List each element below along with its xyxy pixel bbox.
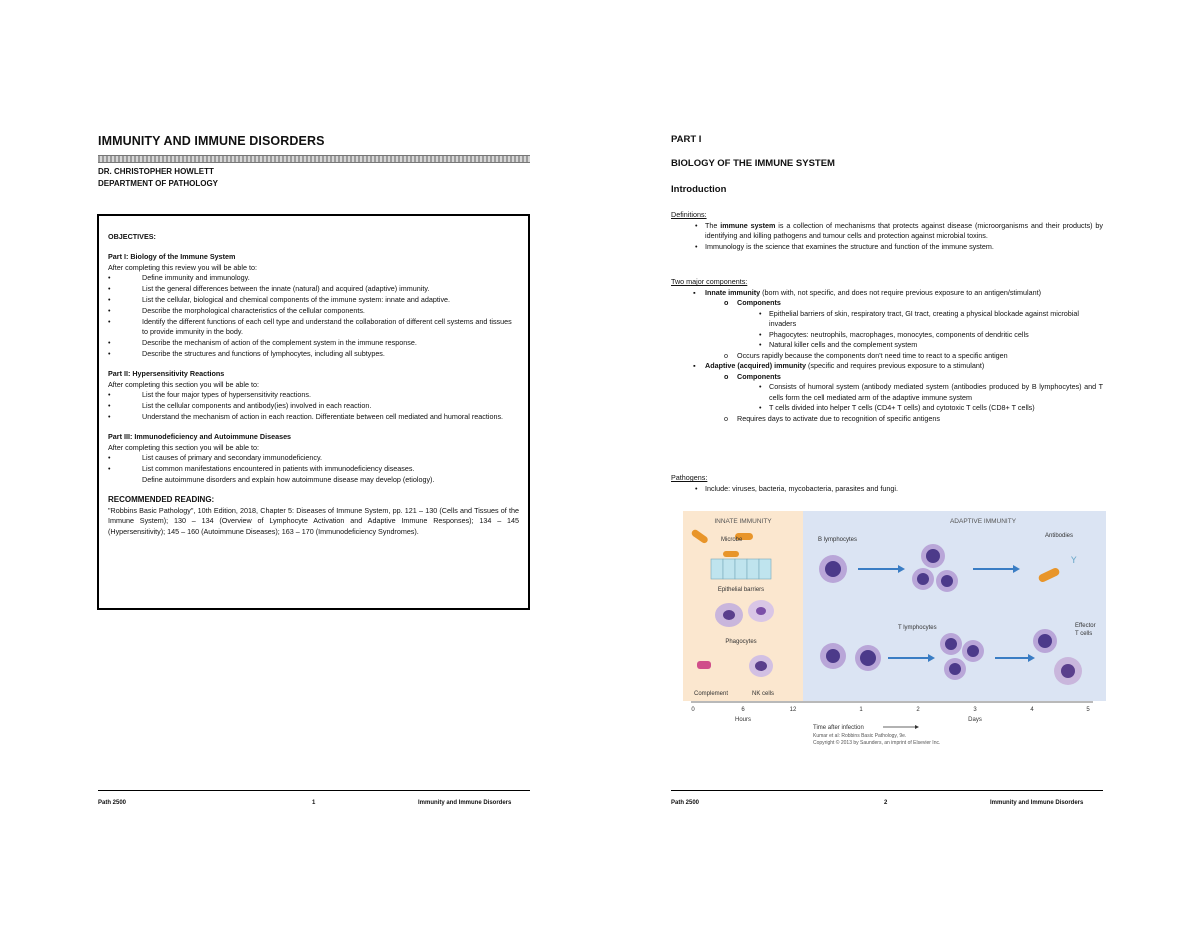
complement-label: Complement <box>693 691 729 697</box>
adaptive-title: ADAPTIVE IMMUNITY <box>949 518 1017 525</box>
nucleus-icon <box>926 549 940 563</box>
list-item: Define autoimmune disorders and explain how autoimmune disease may develop (etiology). <box>142 474 435 484</box>
document-title: IMMUNITY AND IMMUNE DISORDERS <box>98 134 325 148</box>
part-heading: PART I <box>671 134 702 145</box>
footer-rule <box>671 790 1103 791</box>
list-item: • Consists of humoral system (antibody mediated system (antibodies produced by B lymphocytes) and T cells form the cell mediated arm of the adaptive immune system <box>671 382 1103 403</box>
tick-label: 1 <box>859 707 863 713</box>
list-item: • List the four major types of hypersensitivity reactions. <box>108 390 519 401</box>
list-item: o Components <box>671 298 1103 309</box>
list-item: o Occurs rapidly because the components don't need time to react to a specific antigen <box>671 351 1103 362</box>
list-item <box>671 361 1103 372</box>
tick-label: 2 <box>916 707 920 713</box>
text-run-bold: immune system <box>720 220 776 230</box>
days-label: Days <box>968 717 982 723</box>
credit-line: Kumar et al: Robbins Basic Pathology, 9e. <box>813 733 907 739</box>
reading-heading: RECOMMENDED READING: <box>108 494 215 504</box>
footer-course: Path 2500 <box>98 800 127 806</box>
list-item: • Natural killer cells and the complement system <box>671 340 1103 351</box>
objectives-box <box>97 214 530 610</box>
phagocytes-label: Phagocytes <box>725 639 757 645</box>
list-item: • Include: viruses, bacteria, mycobacteria, parasites and fungi. <box>671 484 1103 495</box>
time-after-label: Time after infection <box>813 725 864 731</box>
innate-title: INNATE IMMUNITY <box>714 518 772 525</box>
objectives-heading: OBJECTIVES: <box>108 232 156 241</box>
list-item: • List the general differences between the innate (natural) and acquired (adaptive) immunity. <box>108 284 519 295</box>
section-heading: BIOLOGY OF THE IMMUNE SYSTEM <box>671 158 835 169</box>
list-item: • Epithelial barriers of skin, respiratory tract, GI tract, creating a physical blockade against microbial invaders <box>671 309 1103 330</box>
nucleus-icon <box>755 661 767 671</box>
tick-label: 3 <box>973 707 977 713</box>
footer-course: Path 2500 <box>671 800 700 806</box>
part1-intro: After completing this review you will be able to: <box>108 262 258 272</box>
microbe-label: Microbe <box>721 537 743 543</box>
nucleus-icon <box>967 645 979 657</box>
text-run: (specific and requires previous exposure to a stimulant) <box>806 361 985 370</box>
list-item <box>671 221 1103 242</box>
objectives-part3 <box>108 432 519 486</box>
pathogens-label: Pathogens: <box>671 473 708 482</box>
title-rule <box>98 155 530 163</box>
part2-intro: After completing this section you will be able to: <box>108 379 260 389</box>
microbe-icon <box>723 551 739 557</box>
nucleus-icon <box>826 649 840 663</box>
part1-heading: Part I: Biology of the Immune System <box>108 251 236 261</box>
list-item: • List the cellular components and antibody(ies) involved in each reaction. <box>108 401 519 412</box>
epithelial-cells-icon <box>711 559 771 579</box>
antibody-icon: Y <box>1071 556 1077 566</box>
nucleus-icon <box>825 561 841 577</box>
immunity-figure <box>683 511 1106 751</box>
list-item: • List the cellular, biological and chemical components of the immune system: innate and adaptive. <box>108 295 519 306</box>
part3-heading: Part III: Immunodeficiency and Autoimmune Diseases <box>108 431 292 441</box>
list-item: o Components <box>671 372 1103 383</box>
text-run-bold: Innate immunity <box>705 287 761 297</box>
arrow-head-icon <box>915 725 919 729</box>
list-item: • T cells divided into helper T cells (CD4+ T cells) and cytotoxic T cells (CD8+ T cells) <box>671 403 1103 414</box>
components-label: Two major components: <box>671 277 748 286</box>
objectives-part1 <box>108 252 519 360</box>
list-item: • Describe the mechanism of action of the complement system in the immune response. <box>108 338 519 349</box>
part2-heading: Part II: Hypersensitivity Reactions <box>108 368 225 378</box>
page-number: 2 <box>884 800 888 806</box>
part3-intro: After completing this section you will be able to: <box>108 442 260 452</box>
list-item: • Describe the morphological characteristics of the cellular components. <box>108 306 519 317</box>
tick-label: 4 <box>1030 707 1034 713</box>
definitions-label: Definitions: <box>671 210 707 219</box>
list-item: • Identify the different functions of each cell type and understand the collaboration of different cell systems and tissues to provide immunity in the body. <box>108 317 519 339</box>
t-lymphocytes-label: T lymphocytes <box>898 625 937 631</box>
components-section <box>671 277 1103 424</box>
author-name: DR. CHRISTOPHER HOWLETT <box>98 167 214 176</box>
list-item: • Understand the mechanism of action in each reaction. Differentiate between cell mediated and humoral reactions. <box>108 412 519 423</box>
page-number: 1 <box>312 800 316 806</box>
nucleus-icon <box>945 638 957 650</box>
nucleus-icon <box>1038 634 1052 648</box>
footer-title: Immunity and Immune Disorders <box>418 800 512 806</box>
text-run: The <box>705 220 721 230</box>
list-item: • List common manifestations encountered in patients with immunodeficiency diseases. <box>108 464 519 475</box>
tick-label: 12 <box>789 707 797 713</box>
pathogens-section <box>671 473 1103 494</box>
epithelial-label: Epithelial barriers <box>717 587 765 593</box>
list-item: o Requires days to activate due to recognition of specific antigens <box>671 414 1103 425</box>
complement-icon <box>697 661 711 669</box>
footer-title: Immunity and Immune Disorders <box>990 800 1084 806</box>
list-item: • Describe the structures and functions of lymphocytes, including all subtypes. <box>108 349 519 360</box>
antibodies-label: Antibodies <box>1044 533 1074 539</box>
department-name: DEPARTMENT OF PATHOLOGY <box>98 179 218 188</box>
list-item: • Immunology is the science that examines the structure and function of the immune system. <box>671 242 1103 253</box>
effector-label: Effector <box>1075 623 1096 629</box>
copyright-line: Copyright © 2013 by Saunders, an imprint of Elsevier Inc. <box>813 740 941 746</box>
list-item: • Phagocytes: neutrophils, macrophages, monocytes, components of dendritic cells <box>671 330 1103 341</box>
text-run: is a collection of mechanisms that protects against disease (microorganisms and their products) by identifying and killing pathogens and tumour cells and protection against microbial toxins. <box>705 220 1104 240</box>
nucleus-icon <box>949 663 961 675</box>
list-item <box>671 288 1103 299</box>
nucleus-icon <box>917 573 929 585</box>
recommended-reading <box>108 495 519 538</box>
nucleus-icon <box>860 650 876 666</box>
hours-label: Hours <box>734 717 752 723</box>
list-item: • Define immunity and immunology. <box>108 273 519 284</box>
footer-rule <box>98 790 530 791</box>
author-block <box>98 166 218 190</box>
nk-cells-label: NK cells <box>751 691 775 697</box>
intro-heading: Introduction <box>671 184 727 195</box>
nucleus-icon <box>941 575 953 587</box>
objectives-part2 <box>108 369 519 423</box>
reading-text: "Robbins Basic Pathology", 10th Edition, 2018, Chapter 5: Diseases of Immune System, pp. 121 – 130 (Cells and Tissues of the Immune System); 130 – 134 (Overview of Lymphocyte Activation and Adaptive Immune Responses); 134 – 145 (Hypersensitivity); 145 – 160 (Autoimmune Diseases); 163 – 170 (Immunodeficiency Syndromes). <box>108 505 519 537</box>
nucleus-icon <box>723 610 735 620</box>
definitions-section <box>671 210 1103 252</box>
tick-label: 0 <box>691 707 695 713</box>
tick-label: 6 <box>741 707 745 713</box>
text-run: (born with, not specific, and does not require previous exposure to an antigen/stimulant) <box>760 287 1041 297</box>
t-cells-label: T cells <box>1075 631 1093 637</box>
b-lymphocytes-label: B lymphocytes <box>818 537 858 543</box>
nucleus-icon <box>1061 664 1075 678</box>
nucleus-icon <box>756 607 766 615</box>
list-item: • List causes of primary and secondary immunodeficiency. <box>108 453 519 464</box>
tick-label: 5 <box>1086 707 1090 713</box>
page-2 <box>600 0 1200 927</box>
text-run-bold: Adaptive (acquired) immunity <box>705 361 807 370</box>
